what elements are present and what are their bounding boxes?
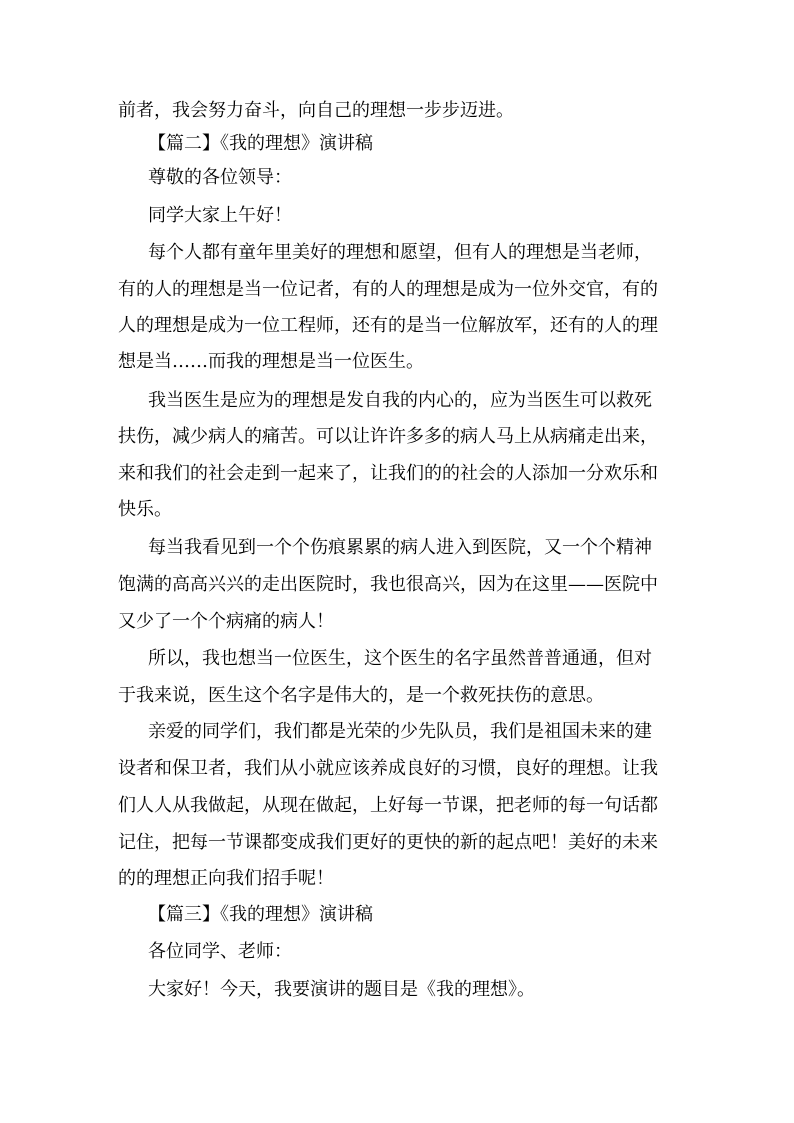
paragraph-line: 前者，我会努力奋斗，向自己的理想一步步迈进。 (118, 100, 514, 121)
paragraph-line: 所以，我也想当一位医生，这个医生的名字虽然普普通通，但对 (148, 648, 652, 669)
paragraph-line: 于我来说，医生这个名字是伟大的，是一个救死扶伤的意思。 (118, 685, 604, 706)
paragraph-line: 设者和保卫者，我们从小就应该养成良好的习惯，良好的理想。让我 (118, 758, 658, 779)
paragraph-line: 的的理想正向我们招手呢！ (118, 868, 334, 889)
paragraph-line: 扶伤，减少病人的痛苦。可以让许许多多的病人马上从病痛走出来， (118, 426, 658, 447)
paragraph-line: 来和我们的社会走到一起来了，让我们的的社会的人添加一分欢乐和 (118, 463, 658, 484)
section-heading: 【篇二】《我的理想》演讲稿 (148, 133, 373, 154)
paragraph-line: 记住，把每一节课都变成我们更好的更快的新的起点吧！美好的未来 (118, 832, 658, 853)
paragraph-line: 亲爱的同学们，我们都是光荣的少先队员，我们是祖国未来的建 (148, 721, 652, 742)
paragraph-line: 大家好！今天，我要演讲的题目是《我的理想》。 (148, 979, 535, 1000)
paragraph-line: 快乐。 (118, 499, 172, 520)
paragraph-line: 饱满的高高兴兴的走出医院时，我也很高兴，因为在这里——医院中 (118, 574, 658, 595)
paragraph-line: 每当我看见到一个个伤痕累累的病人进入到医院，又一个个精神 (148, 537, 652, 558)
paragraph-line: 们人人从我做起，从现在做起，上好每一节课，把老师的每一句话都 (118, 795, 658, 816)
paragraph-line: 又少了一个个病痛的病人！ (118, 611, 334, 632)
greeting-line: 同学大家上午好！ (148, 205, 292, 226)
section-heading: 【篇三】《我的理想》演讲稿 (148, 904, 373, 925)
paragraph-line: 人的理想是成为一位工程师，还有的是当一位解放军，还有的人的理 (118, 315, 658, 336)
paragraph-line: 每个人都有童年里美好的理想和愿望，但有人的理想是当老师， (148, 242, 652, 263)
paragraph-line: 有的人的理想是当一位记者，有的人的理想是成为一位外交官，有的 (118, 279, 658, 300)
paragraph-line: 想是当……而我的理想是当一位医生。 (118, 351, 424, 372)
paragraph-line: 我当医生是应为的理想是发自我的内心的，应为当医生可以救死 (148, 390, 652, 411)
salutation-line: 各位同学、老师： (148, 941, 292, 962)
salutation-line: 尊敬的各位领导： (148, 167, 292, 188)
